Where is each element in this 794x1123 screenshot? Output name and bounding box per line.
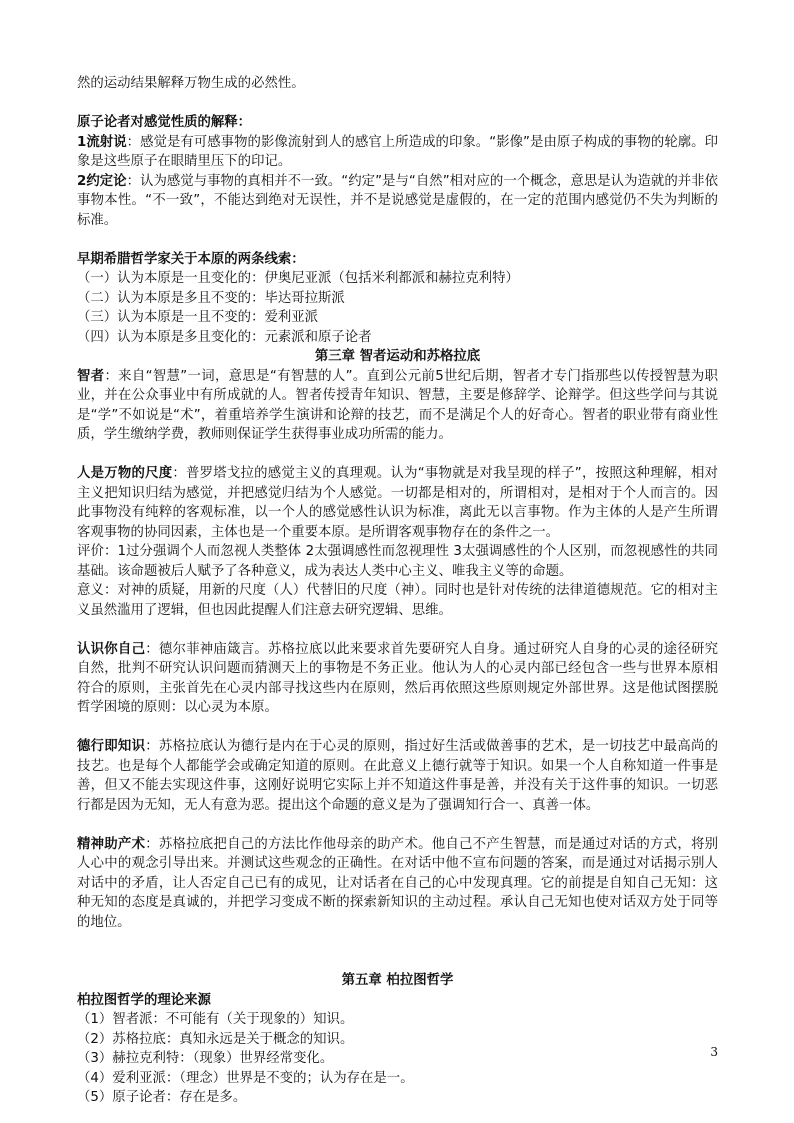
greek-heading: 早期希腊哲学家关于本原的两条线索： [77, 251, 305, 267]
virtue-term: 德行即知识 [77, 739, 146, 754]
atomist-text-2: ：认为感觉与事物的真相并不一致。“约定”是与“自然”相对应的一个概念，意思是认为造就的并非依事物本性。“不一致”，不能达到绝对无误性，并不是说感觉是虚假的，在一定的范围内感觉仍不失为判断的标准。 [77, 173, 718, 228]
meaning-paragraph: 意义：对神的质疑，用新的尺度（人）代替旧的尺度（神）。同时也是针对传统的法律道德规范。它的相对主义虽然滥用了逻辑，但也因此提醒人们注意去研究逻辑、思维。 [77, 583, 718, 618]
atomist-paragraph-2 [77, 172, 718, 231]
midwife-paragraph [77, 835, 718, 933]
list-item: （1）智者派：不可能有（关于现象的）知识。 [77, 1012, 354, 1027]
chapter-title: 第三章 智者运动和苏格拉底 [314, 349, 481, 364]
list-item: （3）赫拉克利特：（现象）世界经常变化。 [77, 1051, 334, 1066]
list-item: （4）爱利亚派：（理念）世界是不变的；认为存在是一。 [77, 1070, 414, 1086]
document-page [77, 74, 718, 1108]
atomist-heading: 原子论者对感觉性质的解释： [77, 115, 252, 130]
sophist-paragraph [77, 367, 718, 445]
measure-paragraph [77, 464, 718, 542]
measure-term: 人是万物的尺度 [77, 466, 173, 481]
atomist-paragraph-1 [77, 133, 718, 172]
virtue-text: ：苏格拉底认为德行是内在于心灵的原则，指过好生活或做善事的艺术，是一切技艺中最高尚的技艺。也是每个人都能学会或确定知道的原则。在此意义上德行就等于知识。如果一个人自称知道一件事是善，但又不能去实现这件事，这刚好说明它实际上并不知道这件事是善，并没有关于这件事的知识。一切恶行都是因为无知，无人有意为恶。提出这个命题的意义是为了强调知行合一、真善一体。 [77, 739, 718, 813]
midwife-text: ：苏格拉底把自己的方法比作他母亲的助产术。他自己不产生智慧，而是通过对话的方式，将别人心中的观念引导出来。并测试这些观念的正确性。在对话中他不宣布问题的答案，而是通过对话揭示别人对话中的矛盾，让人否定自己已有的成见，让对话者在自己的心中发现真理。它的前提是自知自己无知：这种无知的态度是真诚的，并把学习变成不断的探索新知识的主动过程。承认自己无知也使对话双方处于同等的地位。 [77, 836, 718, 930]
list-item: （2）苏格拉底：真知永远是关于概念的知识。 [77, 1031, 354, 1047]
sophist-text: ：来自“智慧”一词，意思是“有智慧的人”。直到公元前5世纪后期，智者才专门指那些以传授智慧为职业，并在公众事业中有所成就的人。智者传授青年知识、智慧，主要是修辞学、论辩学。但这些学问与其说是“学”不如说是“术”，着重培养学生演讲和论辩的技艺，而不是满足个人的好奇心。智者的职业带有商业性质，学生缴纳学费，教师则保证学生获得事业成功所需的能力。 [77, 368, 719, 442]
list-item: （一）认为本原是一且变化的：伊奥尼亚派（包括米利都派和赫拉克利特） [77, 271, 519, 286]
sources-heading: 柏拉图哲学的理论来源 [77, 992, 211, 1008]
list-item: （四）认为本原是多且变化的：元素派和原子论者 [77, 329, 372, 345]
evaluation-paragraph: 评价：1过分强调个人而忽视人类整体 2太强调感性而忽视理性 3太强调感性的个人区别，而忽视感性的共同基础。该命题被后人赋予了各种意义，成为表达人类中心主义、唯我主义等的命题。 [77, 544, 718, 579]
atomist-text-1: ：感觉是有可感事物的影像流射到人的感官上所造成的印象。“影像”是由原子构成的事物的轮廓。印象是这些原子在眼睛里压下的印记。 [77, 134, 719, 169]
greek-list [77, 269, 718, 347]
midwife-term: 精神助产术 [77, 836, 146, 852]
know-yourself-text: ：德尔菲神庙箴言。苏格拉底以此来要求首先要研究人自身。通过研究人自身的心灵的途径研究自然，批判不研究认识问题而猜测天上的事物是不务正业。他认为人的心灵内部已经包含一些与世界本原相符合的原则，主张首先在心灵内部寻找这些内在原则，然后再依照这些原则规定外部世界。这是他试图摆脱哲学困境的原则：以心灵为本原。 [77, 641, 718, 715]
list-item: （5）原子论者：存在是多。 [77, 1090, 247, 1105]
sources-list [77, 1010, 718, 1108]
atomist-term-2: 2约定论 [77, 173, 127, 189]
intro-tail: 然的运动结果解释万物生成的必然性。 [77, 76, 305, 91]
page-number: 3 [710, 1045, 718, 1059]
atomist-term-1: 1流射说 [77, 134, 127, 150]
measure-text: ：普罗塔戈拉的感觉主义的真理观。认为“事物就是对我呈现的样子”，按照这种理解，相对主义把知识归结为感觉，并把感觉归结为个人感觉。一切都是相对的，所谓相对，是相对于个人而言的。因此事物没有纯粹的客观标准，以一个人的感觉感性认识为标准，离此无以言事物。作为主体的人是产生所谓客观事物的协同因素，主体也是一个重要本原。是所谓客观事物存在的条件之一。 [77, 466, 719, 540]
know-yourself-term: 认识你自己 [77, 641, 146, 657]
sophist-term: 智者 [77, 368, 105, 384]
chapter-title: 第五章 柏拉图哲学 [341, 973, 454, 988]
list-item: （二）认为本原是多且不变的：毕达哥拉斯派 [77, 290, 345, 306]
know-yourself-paragraph [77, 640, 718, 718]
list-item: （三）认为本原是一且不变的：爱利亚派 [77, 310, 319, 325]
virtue-paragraph [77, 737, 718, 815]
